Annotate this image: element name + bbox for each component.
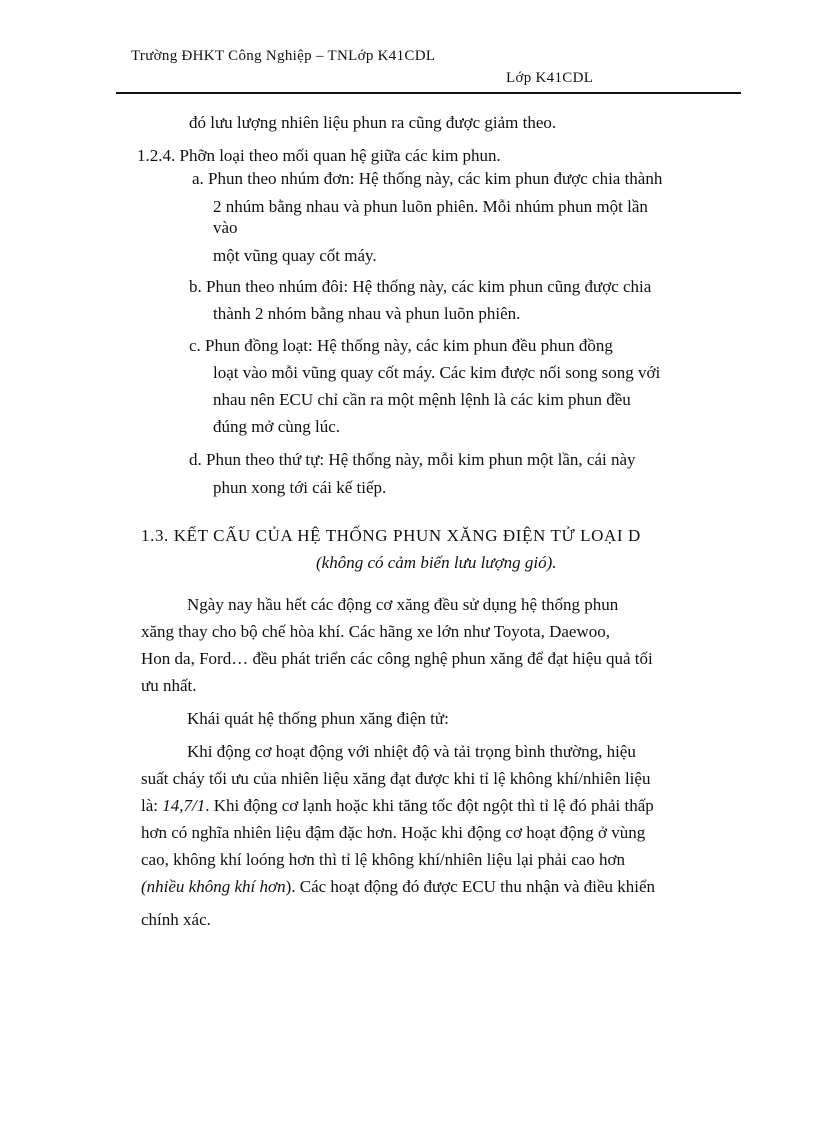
paragraph-line: ưu nhất. [141, 676, 197, 695]
text-line: 2 nhúm bằng nhau và phun luõn phiên. Mỗi nhúm phun một lần [213, 197, 648, 216]
text-run: là: [141, 796, 163, 815]
text-line: vào [213, 218, 238, 237]
list-item-b: b. Phun theo nhúm đôi: Hệ thống này, các kim phun cũng được chia [189, 277, 652, 296]
paragraph-line: suất cháy tối ưu của nhiên liệu xăng đạt được khi tỉ lệ không khí/nhiên liệu [141, 769, 651, 788]
paragraph-line: cao, không khí loóng hơn thì tỉ lệ không khí/nhiên liệu lại phải cao hơn [141, 850, 625, 869]
text-run: . Khi động cơ lạnh hoặc khi tăng tốc đột ngột thì tỉ lệ đó phải thấp [205, 796, 654, 815]
header-rule [116, 92, 741, 94]
text-line: thành 2 nhóm bằng nhau và phun luõn phiên. [213, 304, 521, 323]
text-line: loạt vào mỗi vũng quay cốt máy. Các kim được nối song song với [213, 363, 661, 382]
text-run: (nhiều không khí hơn [141, 877, 286, 896]
paragraph-line: Khái quát hệ thống phun xăng điện tử: [187, 709, 449, 728]
section-heading-1-3: 1.3. KẾT CẤU CỦA HỆ THỐNG PHUN XĂNG ĐIỆN TỬ LOẠI D [141, 526, 641, 545]
paragraph-line: hơn có nghĩa nhiên liệu đậm đặc hơn. Hoặc khi động cơ hoạt động ở vùng [141, 823, 646, 842]
paragraph-line: xăng thay cho bộ chế hòa khí. Các hãng xe lớn như Toyota, Daewoo, [141, 622, 610, 641]
text-line: đúng mở cùng lúc. [213, 417, 341, 436]
list-item-d: d. Phun theo thứ tự: Hệ thống này, mỗi kim phun một lần, cái này [189, 450, 636, 469]
section-heading-1-2-4: 1.2.4. Phỡn loại theo mối quan hệ giữa các kim phun. [137, 146, 501, 165]
header-school: Trường ĐHKT Công Nghiệp – TNLớp K41CDL [131, 48, 436, 64]
paragraph-line [141, 876, 734, 898]
list-item-a: a. Phun theo nhúm đơn: Hệ thống này, các kim phun được chia thành [192, 169, 663, 188]
header-class: Lớp K41CDL [506, 70, 594, 86]
section-subheading: (không có cảm biến lưu lượng gió). [316, 553, 557, 572]
list-item-c: c. Phun đồng loạt: Hệ thống này, các kim phun đều phun đồng [189, 336, 613, 355]
ratio-value: 14,7/1 [162, 796, 206, 815]
paragraph-line: Ngày nay hầu hết các động cơ xăng đều sử dụng hệ thống phun [187, 595, 619, 614]
text-line: đó lưu lượng nhiên liệu phun ra cũng được giảm theo. [189, 113, 557, 132]
paragraph-line: chính xác. [141, 910, 211, 929]
paragraph-line: Hon da, Ford… đều phát triển các công nghệ phun xăng để đạt hiệu quả tối [141, 649, 653, 668]
text-line: một vũng quay cốt máy. [213, 246, 377, 265]
text-line: phun xong tới cái kế tiếp. [213, 478, 387, 497]
text-run: ). Các hoạt động đó được ECU thu nhận và điều khiển [285, 877, 656, 896]
paragraph-line: Khi động cơ hoạt động với nhiệt độ và tải trọng bình thường, hiệu [187, 742, 636, 761]
text-line: nhau nên ECU chỉ cần ra một mệnh lệnh là các kim phun đều [213, 390, 631, 409]
paragraph-line [141, 795, 734, 817]
